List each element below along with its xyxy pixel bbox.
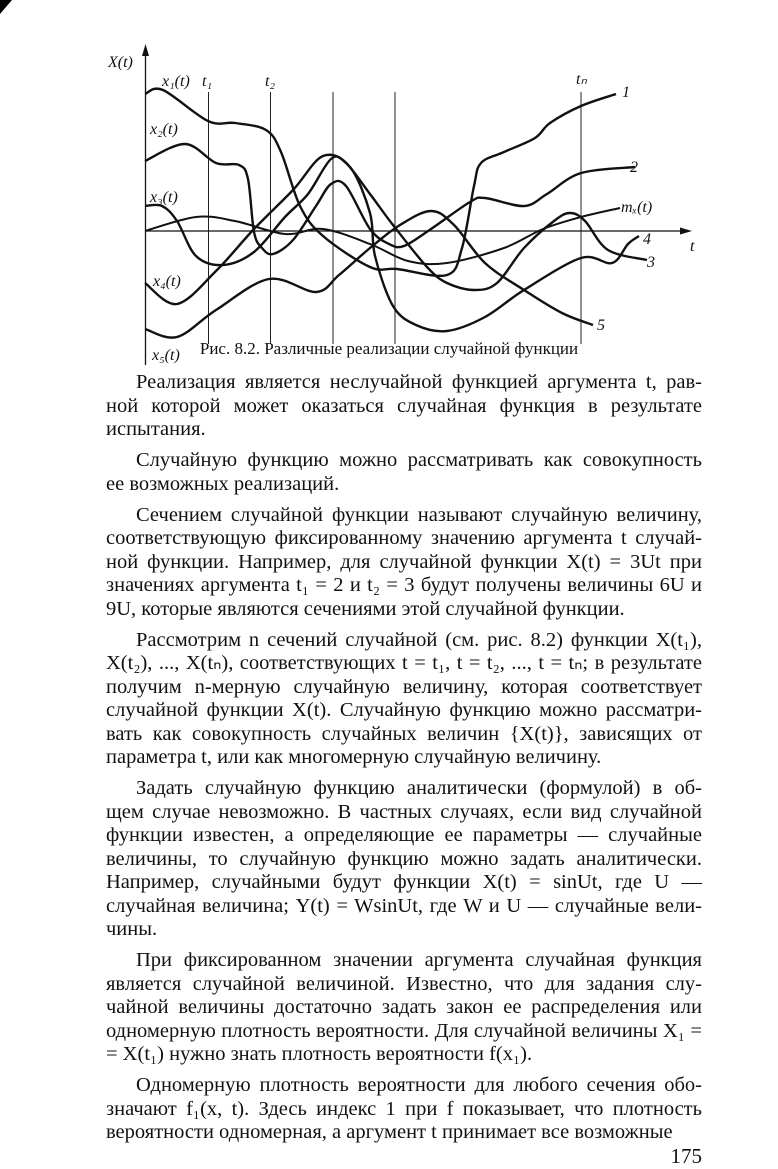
paragraph <box>106 371 702 442</box>
y-axis-arrow-icon <box>142 44 149 56</box>
text-line: Одномерную плотность вероятности для любого сечения обо- <box>136 1074 702 1096</box>
text-line: функции известен, а определяющие ее параметры — случайные <box>106 824 702 846</box>
text-line: случайная величина; Y(t) = WsinUt, где W и U — случайные вели- <box>106 894 702 917</box>
text-line: щем случае невозможно. В частных случаях, если вид случайной <box>106 800 702 823</box>
x-axis-arrow-icon <box>680 228 692 235</box>
text-line: Реализация является неслучайной функцией аргумента t, рав- <box>136 371 702 393</box>
mean-function-curve <box>145 208 620 264</box>
text-line: Сечением случайной функции называют случайную величину, <box>136 503 702 526</box>
curve-number-3: 3 <box>647 254 655 271</box>
section-label-tn: tₙ <box>576 71 587 88</box>
text-line: ной которой может оказаться случайная функция в результате <box>106 394 702 417</box>
curve-label-x5: x₅(t) <box>152 347 180 364</box>
text-line: величины, то случайную функцию можно задать аналитически. <box>106 847 702 870</box>
text-line: получим n-мерную случайную величину, которая соответствует <box>106 675 702 698</box>
paragraph <box>106 449 702 496</box>
figure-random-function-realizations <box>0 0 778 372</box>
text-line: параметра t, или как многомерную случайную величину. <box>106 746 602 768</box>
text-line: вероятности одномерная, а аргумент t принимает все возможные <box>106 1121 673 1143</box>
paragraph <box>106 777 702 942</box>
text-line: При фиксированном значении аргумента случайная функция <box>136 949 702 971</box>
text-line: испытания. <box>106 418 206 440</box>
body-text <box>106 371 702 1152</box>
curve-number-2: 2 <box>630 159 638 176</box>
text-line: случайной функции X(t). Случайную функцию можно рассматри- <box>106 699 702 721</box>
text-line: Рассмотрим n сечений случайной (см. рис. 8.2) функции X(t₁), <box>136 628 702 651</box>
curve-label-x4: x₄(t) <box>153 273 181 290</box>
curve-number-1: 1 <box>622 84 630 101</box>
curve-label-x2: x₂(t) <box>150 121 178 138</box>
curve-label-x3: x₃(t) <box>150 189 178 206</box>
text-line: вать как совокупность случайных величин {X(t)}, зависящих от <box>106 722 702 745</box>
text-line: значают f₁(x, t). Здесь индекс 1 при f показывает, что плотность <box>106 1097 702 1120</box>
text-line: Задать случайную функцию аналитически (формулой) в об- <box>136 777 702 799</box>
text-line: значениях аргумента t₁ = 2 и t₂ = 3 будут получены величины 6U и <box>106 574 702 596</box>
curve-label-x1: x₁(t) <box>162 73 190 90</box>
figure-caption: Рис. 8.2. Различные реализации случайной функции <box>199 339 579 358</box>
curve-number-4: 4 <box>643 231 651 248</box>
mean-function-label: mₓ(t) <box>621 199 653 216</box>
text-line: одномерную плотность вероятности. Для случайной величины X₁ = <box>106 1019 702 1042</box>
text-line: чайной величины достаточно задать закон ее распределения или <box>106 996 702 1018</box>
curve-number-5: 5 <box>597 317 605 334</box>
text-line: ной функции. Например, для случайной функции X(t) = 3Ut при <box>106 550 702 573</box>
section-label-t1: t₁ <box>202 73 213 90</box>
realization-curve-2 <box>145 144 635 254</box>
page-number: 175 <box>670 1144 702 1168</box>
text-line: соответствующую фиксированному значению аргумента t случай- <box>106 527 702 549</box>
text-line: чины. <box>106 918 158 940</box>
x-axis-label: t <box>690 238 695 255</box>
section-label-t2: t₂ <box>265 73 276 90</box>
text-line: = X(t₁) нужно знать плотность вероятности f(x₁). <box>106 1043 533 1065</box>
paragraph <box>106 504 702 622</box>
text-line: 9U, которые являются сечениями этой случайной функции. <box>106 597 625 620</box>
text-line: X(t₂), ..., X(tₙ), соответствующих t = t₁, t = t₂, ..., t = tₙ; в результате <box>106 652 702 674</box>
text-line: является случайной величиной. Известно, что для задания слу- <box>106 972 702 995</box>
paragraph <box>106 949 702 1067</box>
text-line: Случайную функцию можно рассматривать как совокупность <box>136 449 702 471</box>
text-line: ее возможных реализаций. <box>106 472 340 495</box>
paragraph <box>106 629 702 770</box>
paragraph <box>106 1074 702 1145</box>
text-line: Например, случайными будут функции X(t) = sinUt, где U — <box>106 871 702 893</box>
y-axis-label: X(t) <box>108 54 133 71</box>
